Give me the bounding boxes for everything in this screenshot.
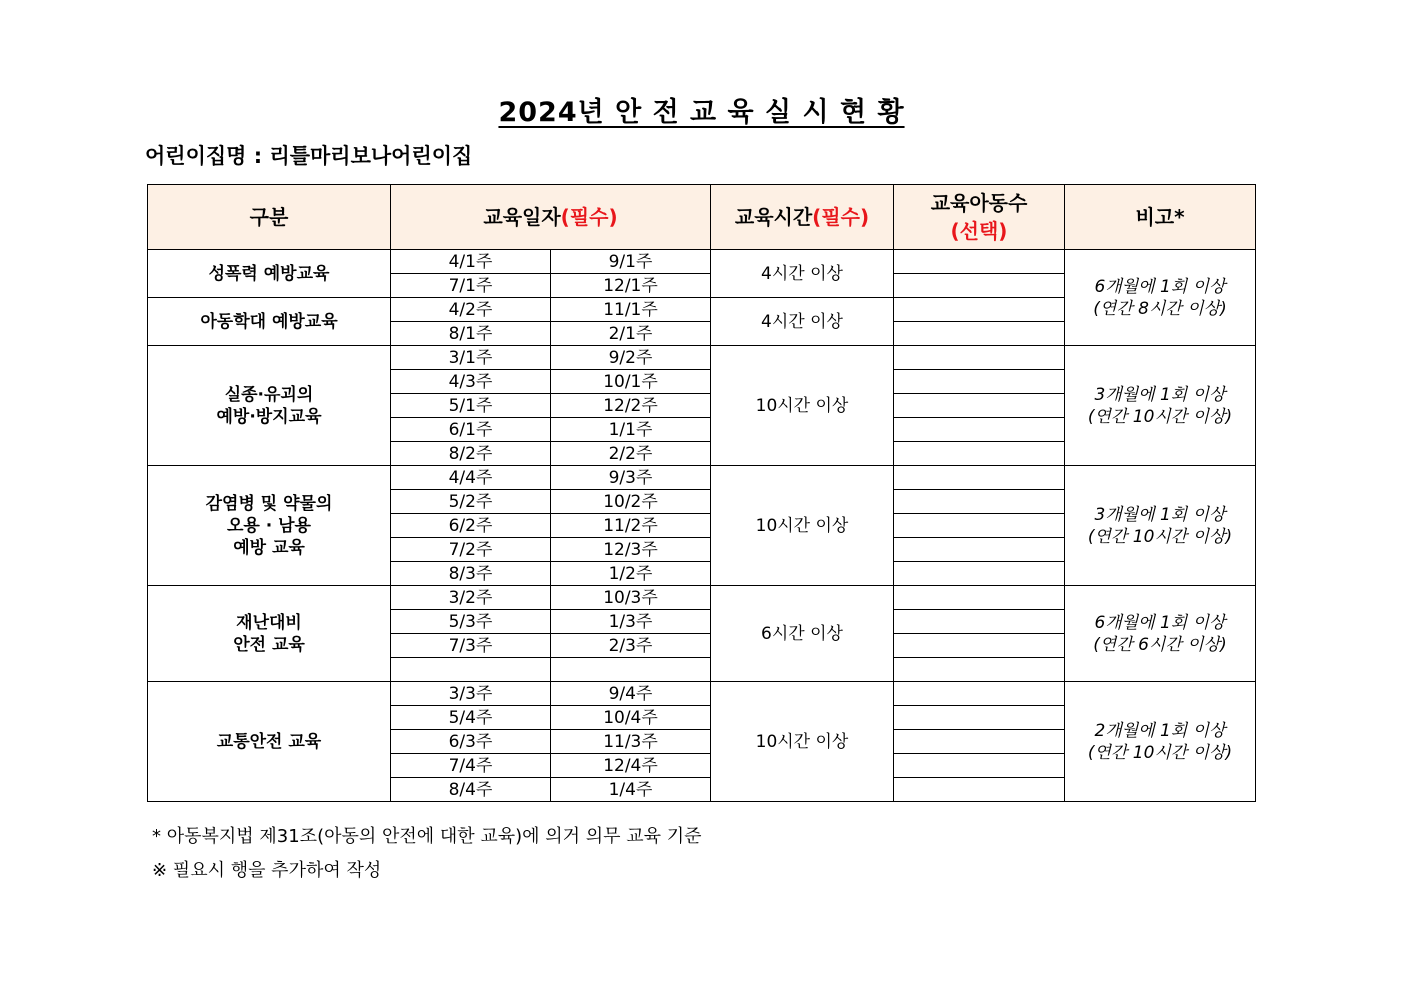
children-count-cell[interactable] bbox=[894, 706, 1065, 730]
category-cell bbox=[148, 250, 391, 298]
date-cell-first-half: 4/1주 bbox=[391, 250, 551, 274]
date-cell-first-half: 3/2주 bbox=[391, 586, 551, 610]
children-count-cell[interactable] bbox=[894, 322, 1065, 346]
date-cell-second-half: 9/2주 bbox=[551, 346, 711, 370]
date-cell-second-half: 1/2주 bbox=[551, 562, 711, 586]
category-label: 성폭력 예방교육 bbox=[208, 263, 330, 284]
children-count-cell[interactable] bbox=[894, 418, 1065, 442]
children-count-cell[interactable] bbox=[894, 370, 1065, 394]
header-education-date: 교육일자(필수) bbox=[391, 185, 711, 250]
date-cell-first-half: 3/1주 bbox=[391, 346, 551, 370]
children-count-cell[interactable] bbox=[894, 682, 1065, 706]
category-cell bbox=[148, 586, 391, 682]
date-cell-first-half: 4/2주 bbox=[391, 298, 551, 322]
date-cell-second-half: 12/1주 bbox=[551, 274, 711, 298]
header-note: 비고* bbox=[1065, 185, 1256, 250]
note-text: 3개월에 1회 이상 bbox=[1094, 384, 1226, 405]
footnote-legal-basis: * 아동복지법 제31조(아동의 안전에 대한 교육)에 의거 의무 교육 기준 bbox=[152, 826, 702, 847]
hours-cell: 10시간 이상 bbox=[711, 682, 894, 802]
children-count-cell[interactable] bbox=[894, 442, 1065, 466]
table-row bbox=[148, 346, 1256, 370]
daycare-center-name: 어린이집명 : 리틀마리보나어린이집 bbox=[145, 144, 473, 168]
date-cell-first-half: 8/4주 bbox=[391, 778, 551, 802]
children-count-cell[interactable] bbox=[894, 250, 1065, 274]
date-cell-first-half: 5/2주 bbox=[391, 490, 551, 514]
table-header-row bbox=[148, 185, 1256, 250]
date-cell-second-half: 9/3주 bbox=[551, 466, 711, 490]
date-cell-second-half: 12/4주 bbox=[551, 754, 711, 778]
children-count-cell[interactable] bbox=[894, 586, 1065, 610]
note-text: 6개월에 1회 이상 bbox=[1094, 276, 1226, 297]
date-cell-first-half: 8/3주 bbox=[391, 562, 551, 586]
date-cell-second-half: 10/2주 bbox=[551, 490, 711, 514]
table-row bbox=[148, 250, 1256, 274]
children-count-cell[interactable] bbox=[894, 274, 1065, 298]
date-cell-first-half: 8/1주 bbox=[391, 322, 551, 346]
category-label: 교통안전 교육 bbox=[216, 731, 322, 752]
category-label: 안전 교육 bbox=[233, 634, 305, 655]
date-cell-first-half: 6/2주 bbox=[391, 514, 551, 538]
date-cell-second-half bbox=[551, 658, 711, 682]
header-children-count: 교육아동수 (선택) bbox=[894, 185, 1065, 250]
date-cell-second-half: 12/3주 bbox=[551, 538, 711, 562]
children-count-cell[interactable] bbox=[894, 610, 1065, 634]
safety-education-table bbox=[147, 184, 1256, 802]
category-label: 예방·방지교육 bbox=[216, 406, 322, 427]
table-row bbox=[148, 466, 1256, 490]
category-cell bbox=[148, 298, 391, 346]
date-cell-first-half: 5/4주 bbox=[391, 706, 551, 730]
date-cell-first-half: 6/3주 bbox=[391, 730, 551, 754]
date-cell-second-half: 11/1주 bbox=[551, 298, 711, 322]
date-cell-second-half: 9/4주 bbox=[551, 682, 711, 706]
hours-cell: 10시간 이상 bbox=[711, 466, 894, 586]
date-cell-second-half: 10/1주 bbox=[551, 370, 711, 394]
note-text: 3개월에 1회 이상 bbox=[1094, 504, 1226, 525]
date-cell-second-half: 12/2주 bbox=[551, 394, 711, 418]
category-cell bbox=[148, 682, 391, 802]
date-cell-second-half: 2/3주 bbox=[551, 634, 711, 658]
children-count-cell[interactable] bbox=[894, 634, 1065, 658]
date-cell-first-half: 5/1주 bbox=[391, 394, 551, 418]
category-label: 감염병 및 약물의 bbox=[205, 493, 333, 514]
date-cell-first-half: 6/1주 bbox=[391, 418, 551, 442]
hours-cell: 4시간 이상 bbox=[711, 250, 894, 298]
table-row bbox=[148, 682, 1256, 706]
children-count-cell[interactable] bbox=[894, 394, 1065, 418]
note-cell bbox=[1065, 466, 1256, 586]
hours-cell: 6시간 이상 bbox=[711, 586, 894, 682]
note-text: (연간 8시간 이상) bbox=[1093, 298, 1227, 319]
note-cell bbox=[1065, 250, 1256, 346]
note-text: (연간 10시간 이상) bbox=[1087, 742, 1233, 763]
note-cell bbox=[1065, 346, 1256, 466]
footnote-add-rows: ※ 필요시 행을 추가하여 작성 bbox=[152, 860, 382, 881]
children-count-cell[interactable] bbox=[894, 658, 1065, 682]
children-count-cell[interactable] bbox=[894, 490, 1065, 514]
children-count-cell[interactable] bbox=[894, 298, 1065, 322]
children-count-cell[interactable] bbox=[894, 754, 1065, 778]
date-cell-first-half: 5/3주 bbox=[391, 610, 551, 634]
date-cell-second-half: 2/2주 bbox=[551, 442, 711, 466]
note-text: 2개월에 1회 이상 bbox=[1094, 720, 1226, 741]
date-cell-second-half: 9/1주 bbox=[551, 250, 711, 274]
date-cell-first-half: 7/1주 bbox=[391, 274, 551, 298]
header-education-time: 교육시간(필수) bbox=[711, 185, 894, 250]
children-count-cell[interactable] bbox=[894, 562, 1065, 586]
date-cell-second-half: 1/3주 bbox=[551, 610, 711, 634]
note-cell bbox=[1065, 586, 1256, 682]
header-category: 구분 bbox=[148, 185, 391, 250]
date-cell-first-half: 4/4주 bbox=[391, 466, 551, 490]
category-label: 실종·유괴의 bbox=[224, 384, 314, 405]
date-cell-first-half: 3/3주 bbox=[391, 682, 551, 706]
category-cell bbox=[148, 466, 391, 586]
note-text: (연간 10시간 이상) bbox=[1087, 406, 1233, 427]
children-count-cell[interactable] bbox=[894, 778, 1065, 802]
note-text: (연간 6시간 이상) bbox=[1093, 634, 1227, 655]
children-count-cell[interactable] bbox=[894, 346, 1065, 370]
date-cell-second-half: 1/4주 bbox=[551, 778, 711, 802]
category-label: 오용 · 남용 bbox=[227, 515, 311, 536]
date-cell-second-half: 11/3주 bbox=[551, 730, 711, 754]
children-count-cell[interactable] bbox=[894, 538, 1065, 562]
children-count-cell[interactable] bbox=[894, 514, 1065, 538]
page-title: 2024년 안 전 교 육 실 시 현 황 bbox=[498, 97, 905, 128]
children-count-cell[interactable] bbox=[894, 466, 1065, 490]
date-cell-first-half: 7/2주 bbox=[391, 538, 551, 562]
date-cell-first-half bbox=[391, 658, 551, 682]
date-cell-first-half: 7/4주 bbox=[391, 754, 551, 778]
category-label: 재난대비 bbox=[236, 612, 302, 633]
date-cell-first-half: 4/3주 bbox=[391, 370, 551, 394]
date-cell-first-half: 8/2주 bbox=[391, 442, 551, 466]
category-label: 아동학대 예방교육 bbox=[200, 311, 338, 332]
table-row bbox=[148, 586, 1256, 610]
note-text: (연간 10시간 이상) bbox=[1087, 526, 1233, 547]
date-cell-second-half: 2/1주 bbox=[551, 322, 711, 346]
date-cell-second-half: 1/1주 bbox=[551, 418, 711, 442]
date-cell-second-half: 10/3주 bbox=[551, 586, 711, 610]
date-cell-first-half: 7/3주 bbox=[391, 634, 551, 658]
date-cell-second-half: 10/4주 bbox=[551, 706, 711, 730]
date-cell-second-half: 11/2주 bbox=[551, 514, 711, 538]
category-label: 예방 교육 bbox=[233, 537, 305, 558]
note-cell bbox=[1065, 682, 1256, 802]
hours-cell: 10시간 이상 bbox=[711, 346, 894, 466]
hours-cell: 4시간 이상 bbox=[711, 298, 894, 346]
category-cell bbox=[148, 346, 391, 466]
children-count-cell[interactable] bbox=[894, 730, 1065, 754]
note-text: 6개월에 1회 이상 bbox=[1094, 612, 1226, 633]
